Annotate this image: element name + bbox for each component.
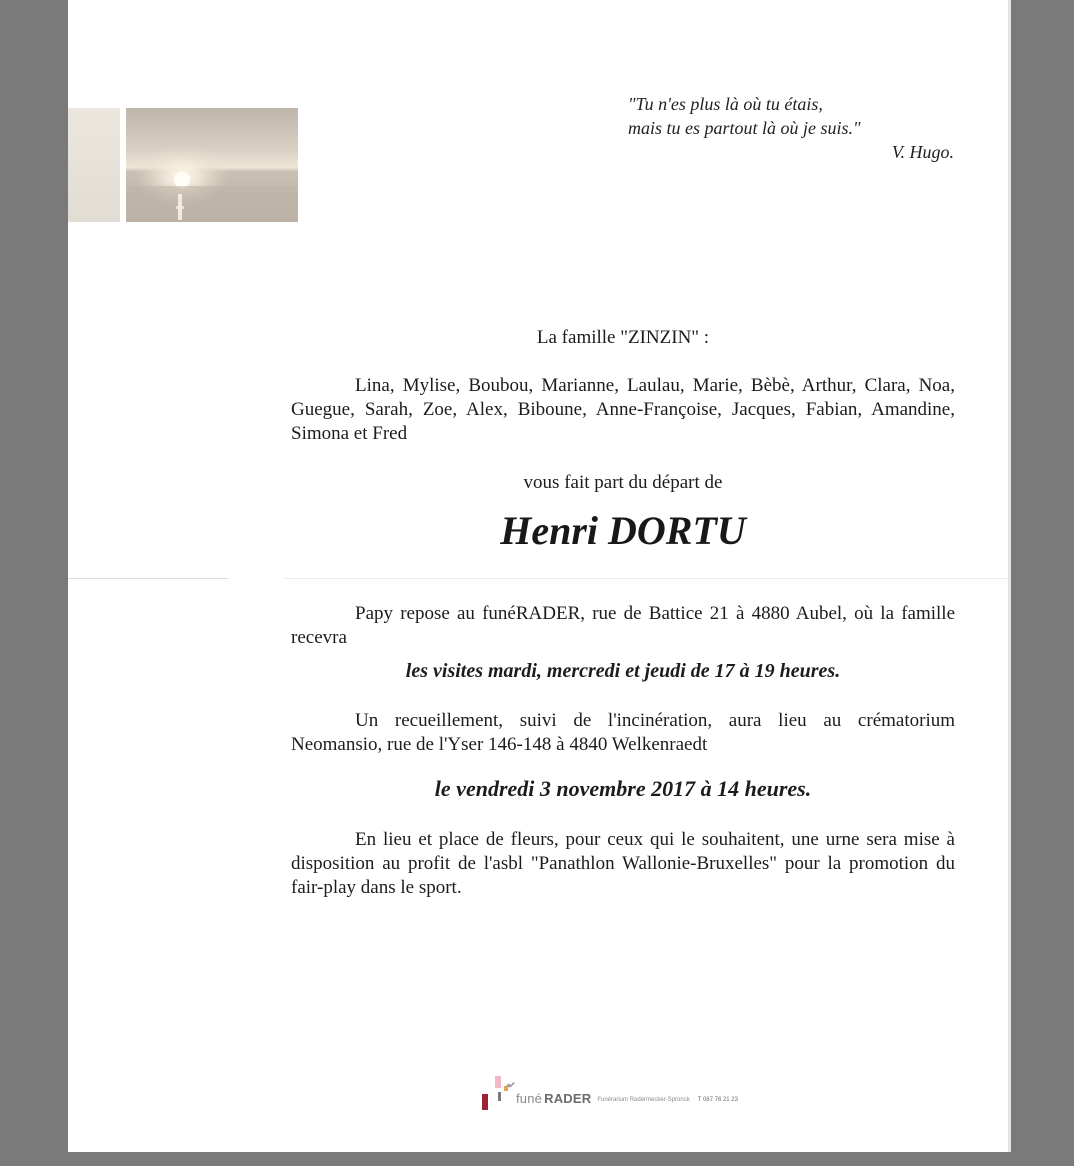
flowers-text: En lieu et place de fleurs, pour ceux qui le souhaitent, une urne sera mise à disposition au profit de l'asbl "Panathlon Wallonie-Bruxelles" pour la promotion du fair-play dans le sport.: [291, 829, 955, 898]
logo-square-dark: [482, 1094, 488, 1110]
quote-author: V. Hugo.: [891, 142, 954, 162]
brand-subtitle: Funérarium Radermecker-Spronck: [597, 1097, 690, 1103]
quote-line-2: mais tu es partout là où je suis.": [628, 118, 861, 138]
family-title: La famille "ZINZIN" :: [536, 327, 710, 348]
brand-name: funé RADER: [516, 1091, 592, 1106]
quote-line-1: "Tu n'es plus là où tu étais,: [628, 94, 823, 114]
family-members: Lina, Mylise, Boubou, Marianne, Laulau, Marie, Bèbè, Arthur, Clara, Noa, Guegue, Sarah, Zoe, Alex, Biboune, Anne-Françoise, Jacques, Fabian, Amandine, Simona et Fred: [291, 375, 955, 444]
sunset-photo: [126, 108, 298, 222]
brand-phone: T 087 76 21 23: [697, 1097, 738, 1103]
quote-block: [628, 92, 954, 164]
ceremony-date: le vendredi 3 novembre 2017 à 14 heures.: [434, 776, 812, 801]
deceased-name: Henri DORTU: [500, 508, 746, 553]
logo-square-grey: [498, 1092, 501, 1101]
visits-text: les visites mardi, mercredi et jeudi de 17 à 19 heures.: [405, 660, 841, 682]
fold-line: [68, 578, 1008, 579]
funerarium-logo: [482, 1076, 514, 1112]
repose-text: Papy repose au funéRADER, rue de Battice 21 à 4880 Aubel, où la famille recevra: [291, 603, 955, 648]
recueillement-text: Un recueillement, suivi de l'incinération, aura lieu au crématorium Neomansio, rue de l'Yser 146-148 à 4840 Welkenraedt: [291, 710, 955, 755]
logo-square-pink: [495, 1076, 501, 1088]
photo-side-strip: [68, 108, 120, 222]
bird-icon: [506, 1076, 515, 1084]
footer-branding: [482, 1076, 738, 1112]
memorial-card: [68, 0, 1008, 1152]
paper-edge: [1008, 0, 1011, 1152]
announcement: vous fait part du départ de: [523, 472, 723, 493]
